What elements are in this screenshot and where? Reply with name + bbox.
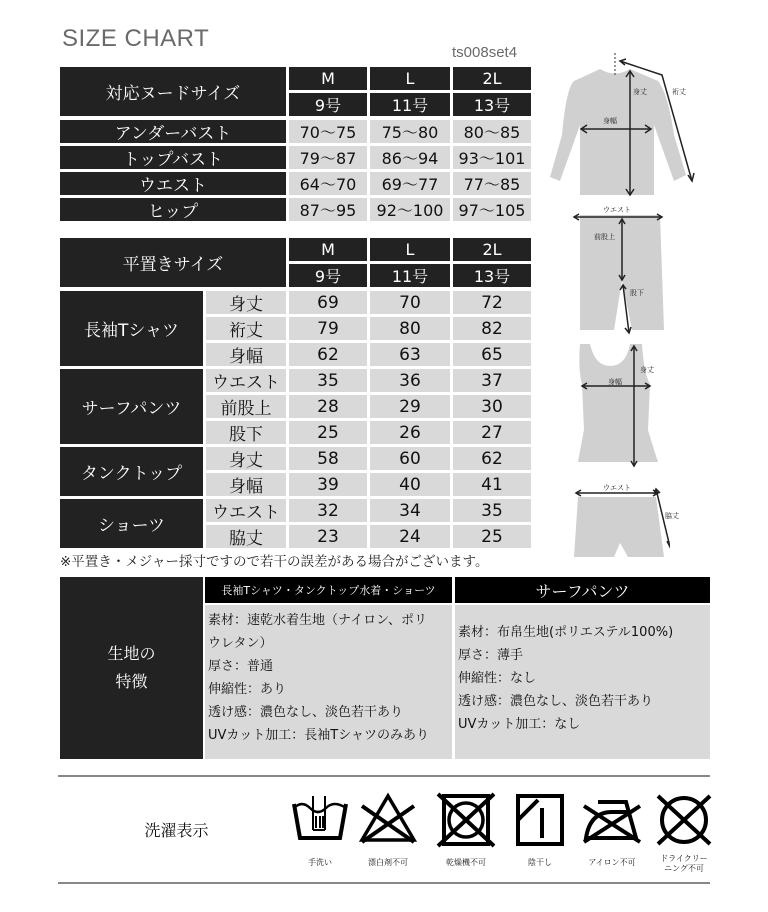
- group-label-long-sleeve-tshirt: 長袖Tシャツ: [60, 291, 203, 366]
- table-cell: 30: [453, 395, 531, 418]
- table-cell: 92〜100: [370, 198, 450, 221]
- table-cell: 35: [289, 369, 367, 392]
- tank-top-diagram: [570, 340, 670, 470]
- table-cell: 39: [289, 473, 367, 496]
- table-cell: 35: [453, 499, 531, 522]
- no-bleach-icon: [358, 790, 418, 850]
- table-cell: 36: [370, 369, 450, 392]
- fabric-line: 素材：布帛生地(ポリエステル100%): [458, 625, 674, 640]
- gou-11-header: 11号: [370, 264, 450, 287]
- row-label: アンダーバスト: [60, 120, 286, 143]
- size-l-header: L: [370, 238, 450, 261]
- fabric-col2-header: サーフパンツ: [455, 577, 710, 603]
- measurement-note: ※平置き・メジャー採寸ですので若干の誤差がある場合がございます。: [60, 554, 489, 570]
- table-cell: 24: [370, 525, 450, 548]
- shirt-length-label: 身丈: [633, 88, 647, 96]
- table-cell: 37: [453, 369, 531, 392]
- tank-width-label: 身幅: [608, 378, 622, 386]
- row-label: ヒップ: [60, 198, 286, 221]
- measure-label: 裄丈: [206, 317, 286, 340]
- table-cell: 86〜94: [370, 146, 450, 169]
- table-cell: 82: [453, 317, 531, 340]
- table-cell: 64〜70: [289, 172, 367, 195]
- fabric-line: 厚さ：普通: [208, 659, 274, 674]
- measure-label: 身幅: [206, 473, 286, 496]
- long-sleeve-shirt-diagram: [550, 45, 710, 205]
- measure-label: 身幅: [206, 343, 286, 366]
- measure-label: 身丈: [206, 447, 286, 470]
- nude-size-header: 対応ヌードサイズ: [60, 67, 286, 116]
- no-dry-clean-icon: [654, 790, 714, 850]
- care-label-line: ニング不可: [664, 864, 704, 873]
- care-label-shade-dry: 陰干し: [528, 858, 552, 867]
- divider: [288, 882, 710, 884]
- fabric-line: 厚さ：薄手: [458, 648, 524, 663]
- table-cell: 63: [370, 343, 450, 366]
- care-label-hand-wash: 手洗い: [308, 858, 332, 867]
- tank-length-label: 身丈: [640, 366, 654, 374]
- table-cell: 80: [370, 317, 450, 340]
- no-iron-icon: [582, 790, 642, 850]
- fabric-col1-header: 長袖Tシャツ・タンクトップ水着・ショーツ: [205, 577, 452, 603]
- fabric-label: [60, 577, 203, 759]
- table-cell: 23: [289, 525, 367, 548]
- care-label-line: ドライクリー: [660, 854, 708, 863]
- pants-rise-label: 前股上: [594, 233, 615, 241]
- table-cell: 69: [289, 291, 367, 314]
- product-code: ts008set4: [452, 44, 518, 61]
- no-tumble-dry-icon: [436, 790, 496, 850]
- care-label: 洗濯表示: [144, 820, 209, 840]
- shirt-width-label: 身幅: [603, 117, 617, 125]
- size-2l-header: 2L: [453, 238, 531, 261]
- table-cell: 79: [289, 317, 367, 340]
- shade-dry-icon: [510, 790, 570, 850]
- fabric-line: UVカット加工：長袖Tシャツのみあり: [208, 728, 429, 743]
- care-label-no-iron: アイロン不可: [588, 858, 636, 867]
- shirt-sleeve-label: 裄丈: [672, 88, 686, 96]
- size-2l-header: 2L: [453, 67, 531, 90]
- table-cell: 75〜80: [370, 120, 450, 143]
- table-cell: 70: [370, 291, 450, 314]
- table-cell: 79〜87: [289, 146, 367, 169]
- gou-9-header: 9号: [289, 264, 367, 287]
- table-cell: 29: [370, 395, 450, 418]
- fabric-line: 透け感：濃色なし、淡色若干あり: [208, 705, 404, 720]
- table-cell: 62: [453, 447, 531, 470]
- table-cell: 60: [370, 447, 450, 470]
- table-cell: 62: [289, 343, 367, 366]
- table-cell: 93〜101: [453, 146, 531, 169]
- flat-size-header: 平置きサイズ: [60, 238, 286, 287]
- fabric-col1-text: [208, 609, 429, 747]
- care-label-no-tumble-dry: 乾燥機不可: [446, 858, 486, 867]
- pants-inseam-label: 股下: [630, 289, 644, 297]
- shorts-side-label: 脇丈: [665, 512, 679, 520]
- table-cell: 87〜95: [289, 198, 367, 221]
- size-m-header: M: [289, 67, 367, 90]
- table-cell: 32: [289, 499, 367, 522]
- gou-11-header: 11号: [370, 93, 450, 116]
- table-cell: 77〜85: [453, 172, 531, 195]
- measure-label: ウエスト: [206, 369, 286, 392]
- divider: [288, 775, 710, 777]
- table-cell: 40: [370, 473, 450, 496]
- table-cell: 70〜75: [289, 120, 367, 143]
- row-label: ウエスト: [60, 172, 286, 195]
- table-cell: 41: [453, 473, 531, 496]
- care-label-no-dry-clean: [644, 854, 724, 874]
- measure-label: 脇丈: [206, 525, 286, 548]
- gou-9-header: 9号: [289, 93, 367, 116]
- fabric-line: 伸縮性：あり: [208, 682, 287, 697]
- table-cell: 26: [370, 421, 450, 444]
- measure-label: 身丈: [206, 291, 286, 314]
- hand-wash-icon: [290, 790, 350, 850]
- page-title: SIZE CHART: [62, 25, 210, 52]
- measure-label: 前股上: [206, 395, 286, 418]
- fabric-label-line2: 特徴: [115, 672, 148, 691]
- pants-waist-label: ウエスト: [603, 206, 631, 214]
- fabric-line: ウレタン）: [208, 636, 273, 651]
- shorts-waist-label: ウエスト: [603, 484, 631, 492]
- table-cell: 58: [289, 447, 367, 470]
- table-cell: 27: [453, 421, 531, 444]
- gou-13-header: 13号: [453, 93, 531, 116]
- group-label-shorts: ショーツ: [60, 499, 203, 548]
- table-cell: 25: [453, 525, 531, 548]
- measure-label: ウエスト: [206, 499, 286, 522]
- measure-label: 股下: [206, 421, 286, 444]
- table-cell: 72: [453, 291, 531, 314]
- table-cell: 28: [289, 395, 367, 418]
- table-cell: 25: [289, 421, 367, 444]
- fabric-line: 伸縮性：なし: [458, 671, 537, 686]
- care-label-no-bleach: 漂白剤不可: [368, 858, 408, 867]
- fabric-line: 素材：速乾水着生地（ナイロン、ポリ: [208, 613, 428, 628]
- fabric-line: UVカット加工：なし: [458, 717, 581, 732]
- gou-13-header: 13号: [453, 264, 531, 287]
- row-label: トップバスト: [60, 146, 286, 169]
- shorts-diagram: [570, 485, 670, 565]
- surf-pants-diagram: [570, 205, 670, 335]
- fabric-label-line1: 生地の: [107, 644, 156, 663]
- size-m-header: M: [289, 238, 367, 261]
- table-cell: 97〜105: [453, 198, 531, 221]
- table-cell: 69〜77: [370, 172, 450, 195]
- table-cell: 65: [453, 343, 531, 366]
- size-l-header: L: [370, 67, 450, 90]
- group-label-surf-pants: サーフパンツ: [60, 369, 203, 444]
- fabric-col2-text: [458, 621, 673, 736]
- group-label-tank-top: タンクトップ: [60, 447, 203, 496]
- table-cell: 80〜85: [453, 120, 531, 143]
- table-cell: 34: [370, 499, 450, 522]
- fabric-line: 透け感：濃色なし、淡色若干あり: [458, 694, 654, 709]
